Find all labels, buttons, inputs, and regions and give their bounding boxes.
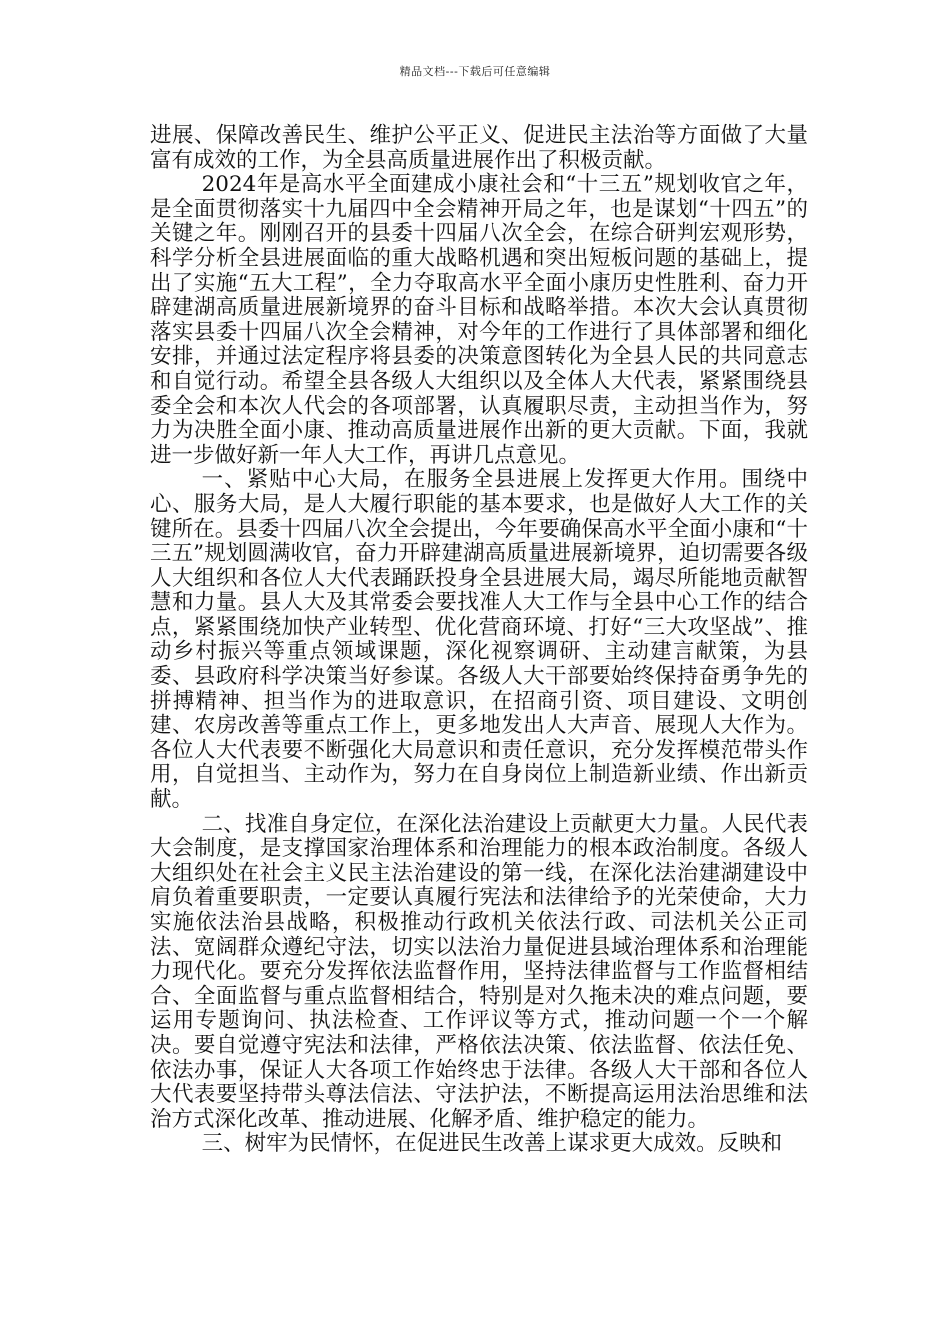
document-body (150, 124, 808, 1157)
body-paragraph: 2024年是高水平全面建成小康社会和“十三五”规划收官之年，是全面贯彻落实十九届四中全会精神开局之年，也是谋划“十四五”的关键之年。刚刚召开的县委十四届八次全会，在综合研判宏观形势，科学分析全县进展面临的重大战略机遇和突出短板问题的基础上，提出了实施“五大工程”，全力夺取高水平全面小康历史性胜利、奋力开辟建湖高质量进展新境界的奋斗目标和战略举措。本次大会认真贯彻落实县委十四届八次全会精神，对今年的工作进行了具体部署和细化安排，并通过法定程序将县委的决策意图转化为全县人民的共同意志和自觉行动。希望全县各级人大组织以及全体人大代表，紧紧围绕县委全会和本次人代会的各项部署，认真履职尽责，主动担当作为，努力为决胜全面小康、推动高质量进展作出新的更大贡献。下面，我就进一步做好新一年人大工作，再讲几点意见。 (150, 172, 808, 468)
body-paragraph: 进展、保障改善民生、维护公平正义、促进民主法治等方面做了大量富有成效的工作，为全县高质量进展作出了积极贡献。 (150, 123, 808, 173)
body-paragraph: 二、找准自身定位，在深化法治建设上贡献更大力量。人民代表大会制度，是支撑国家治理体系和治理能力的根本政治制度。各级人大组织处在社会主义民主法治建设的第一线，在深化法治建湖建设中肩负着重要职责，一定要认真履行宪法和法律给予的光荣使命，大力实施依法治县战略，积极推动行政机关依法行政、司法机关公正司法、宽阔群众遵纪守法，切实以法治力量促进县域治理体系和治理能力现代化。要充分发挥依法监督作用，坚持法律监督与工作监督相结合、全面监督与重点监督相结合，特别是对久拖未决的难点问题，要运用专题询问、执法检查、工作评议等方式，推动问题一个一个解决。要自觉遵守宪法和法律，严格依法决策、依法监督、依法任免、依法办事，保证人大各项工作始终忠于法律。各级人大干部和各位人大代表要坚持带头尊法信法、守法护法，不断提高运用法治思维和法治方式深化改革、推动进展、化解矛盾、维护稳定的能力。 (150, 811, 808, 1132)
body-paragraph: 三、树牢为民情怀，在促进民生改善上谋求更大成效。反映和 (201, 1131, 783, 1157)
body-paragraph: 一、紧贴中心大局，在服务全县进展上发挥更大作用。围绕中心、服务大局，是人大履行职能的基本要求，也是做好人大工作的关键所在。县委十四届八次全会提出，今年要确保高水平全面小康和“十三五”规划圆满收官，奋力开辟建湖高质量进展新境界，迫切需要各级人大组织和各位人大代表踊跃投身全县进展大局，竭尽所能地贡献智慧和力量。县人大及其常委会要找准人大工作与全县中心工作的结合点，紧紧围绕加快产业转型、优化营商环境、打好“三大攻坚战”、推动乡村振兴等重点领域课题，深化视察调研、主动建言献策，为县委、县政府科学决策当好参谋。各级人大干部要始终保持奋勇争先的拼搏精神、担当作为的进取意识，在招商引资、项目建设、文明创建、农房改善等重点工作上，更多地发出人大声音、展现人大作为。各位人大代表要不断强化大局意识和责任意识，充分发挥模范带头作用，自觉担当、主动作为，努力在自身岗位上制造新业绩、作出新贡献。 (150, 467, 808, 813)
page-header: 精品文档---下载后可任意编辑 (399, 65, 551, 78)
